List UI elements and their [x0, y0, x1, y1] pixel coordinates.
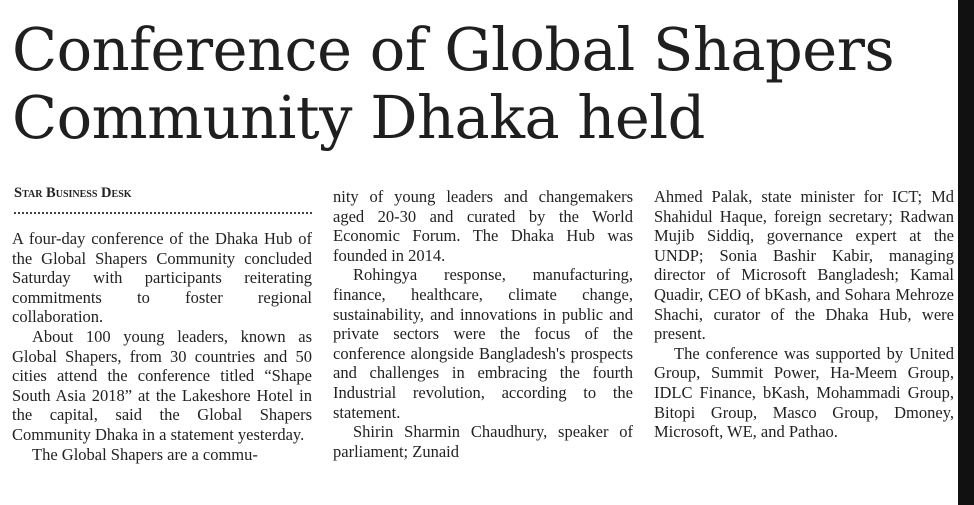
article-byline: Star Business Desk	[14, 185, 132, 201]
paragraph: Rohingya response, manufacturing, finance, healthcare, climate change, sustainability, and innovations in public and private sectors were the focus of the conference alongside Bangladesh's prospects and challenges in embracing the fourth Industrial revolution, according to the statement.	[333, 265, 633, 422]
article-headline: Conference of Global Shapers Community Dhaka held	[12, 15, 895, 152]
paragraph: The conference was supported by United Group, Summit Power, Ha-Meem Group, IDLC Finance, bKash, Mohammadi Group, Bitopi Group, Masco Group, Dmoney, Microsoft, WE, and Pathao.	[654, 343, 954, 442]
text-column-1	[12, 229, 312, 464]
text-column-2	[333, 187, 633, 461]
text-column-3	[654, 187, 954, 442]
paragraph: A four-day conference of the Dhaka Hub of the Global Shapers Community concluded Saturday with participants reiterating commitments to foster regional collaboration.	[12, 229, 312, 327]
page-edge-shadow	[958, 0, 974, 505]
paragraph: About 100 young leaders, known as Global Shapers, from 30 countries and 50 cities attend the conference titled “Shape South Asia 2018” at the Lakeshore Hotel in the capital, said the Global Shapers Community Dhaka in a statement yesterday.	[12, 326, 312, 444]
paragraph: The Global Shapers are a commu-	[32, 444, 258, 464]
paragraph: nity of young leaders and changemakers aged 20-30 and curated by the World Economic Forum. The Dhaka Hub was founded in 2014.	[333, 187, 633, 265]
paragraph: Ahmed Palak, state minister for ICT; Md Shahidul Haque, foreign secretary; Radwan Mujib Siddiq, governance expert at the UNDP; Sonia Bashir Kabir, managing director of Microsoft Bangladesh; Kamal Quadir, CEO of bKash, and Sohara Mehroze Shachi, curator of the Dhaka Hub, were present.	[654, 187, 954, 344]
paragraph: Shirin Sharmin Chaudhury, speaker of parliament; Zunaid	[333, 422, 633, 461]
byline-divider	[14, 212, 312, 214]
